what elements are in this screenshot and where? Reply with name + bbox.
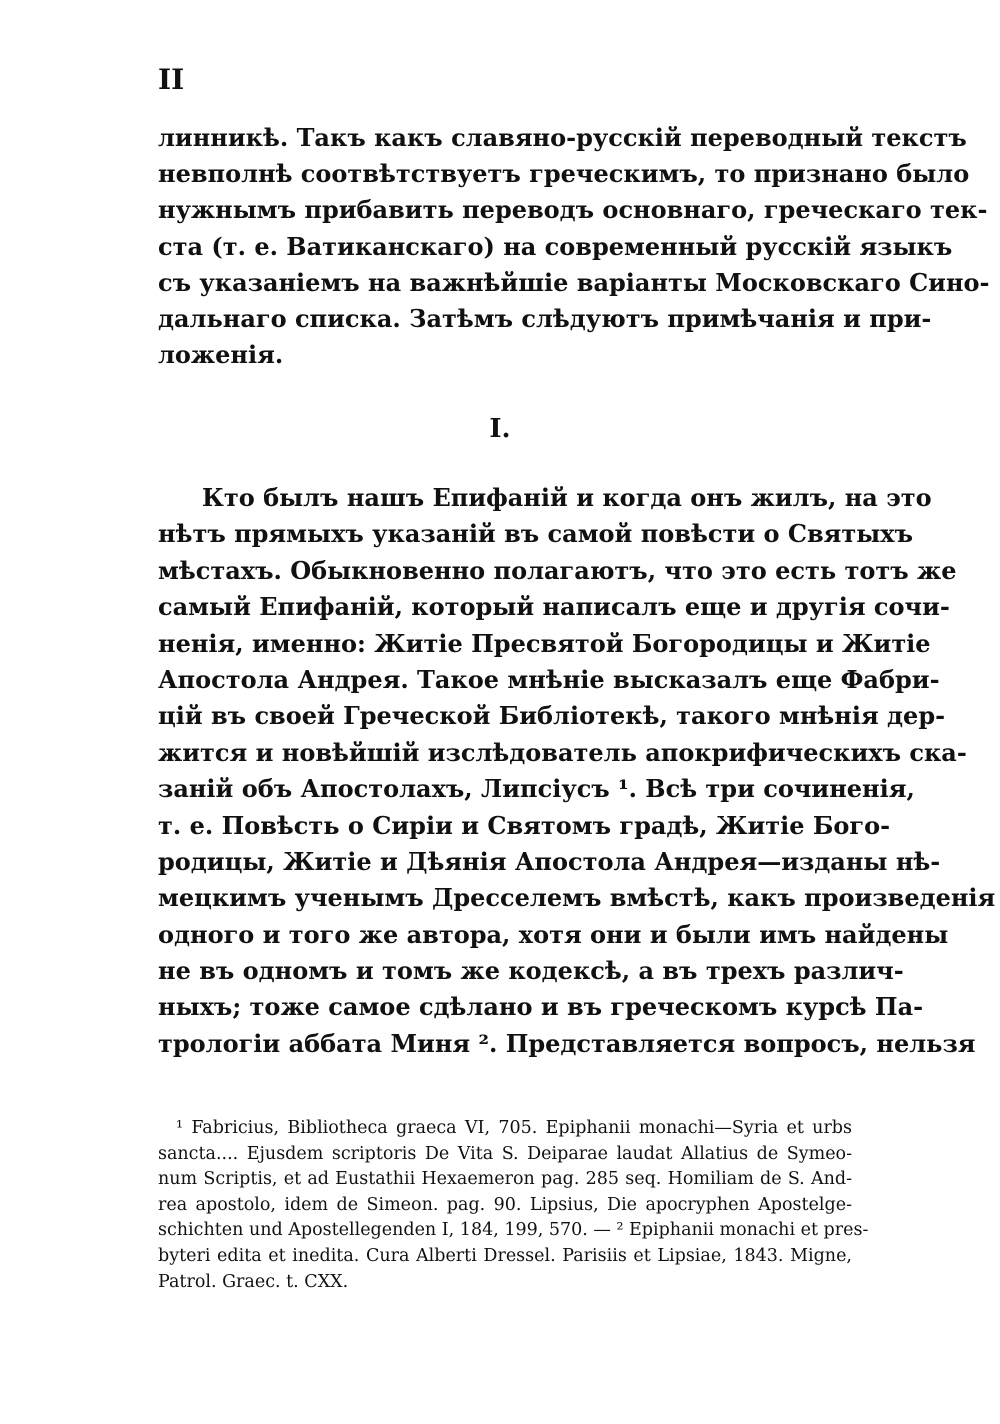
text-line: ложенія. [158, 340, 284, 370]
footnote-line: num Scriptis, et ad Eustathii Hexaemeron pag. 285 seq. Homiliam de S. And- [158, 1169, 852, 1190]
section-heading: I. [489, 414, 511, 444]
text-line: цій въ своей Греческой Библіотекѣ, такого мнѣнія дер- [158, 701, 946, 731]
footnote-line: ¹ Fabricius, Bibliotheca graeca VI, 705. Epiphanii monachi—Syria et urbs [176, 1118, 852, 1138]
text-line: невполнѣ соотвѣтствуетъ греческимъ, то признано было [158, 159, 970, 189]
text-line: съ указаніемъ на важнѣйшіе варіанты Московскаго Сино- [158, 267, 990, 297]
footnote-line: schichten und Apostellegenden I, 184, 199, 570. — ² Epiphanii monachi et pres- [158, 1220, 869, 1241]
page-number: II [158, 63, 185, 96]
text-line: нѣтъ прямыхъ указаній въ самой повѣсти о Святыхъ [158, 519, 913, 549]
text-line: нужнымъ прибавить переводъ основнаго, греческаго тек- [158, 195, 988, 225]
text-line: т. е. Повѣсть о Сиріи и Святомъ градѣ, Житіе Бого- [158, 810, 891, 840]
text-line: самый Епифаній, который написалъ еще и другія сочи- [158, 592, 950, 622]
footnote-line: Patrol. Graec. t. CXX. [158, 1271, 349, 1292]
text-line: ныхъ; тоже самое сдѣлано и въ греческомъ курсѣ Па- [158, 992, 924, 1022]
text-line: мецкимъ ученымъ Дресселемъ вмѣстѣ, какъ произведенія [158, 883, 996, 913]
text-line: жится и новѣйшій изслѣдователь апокрифическихъ ска- [158, 737, 967, 767]
text-line: ста (т. е. Ватиканскаго) на современный русскій языкъ [158, 231, 953, 261]
text-line: линникѣ. Такъ какъ славяно-русскій переводный текстъ [158, 123, 967, 152]
footnote-line: sancta.... Ejusdem scriptoris De Vita S. Deiparae laudat Allatius de Symeo- [158, 1143, 852, 1164]
text-line: дальнаго списка. Затѣмъ слѣдуютъ примѣчанія и при- [158, 303, 932, 333]
text-line: Апостола Андрея. Такое мнѣніе высказалъ еще Фабри- [158, 664, 940, 694]
text-line: одного и того же автора, хотя они и были имъ найдены [158, 919, 949, 949]
footnote-line: byteri edita et inedita. Cura Alberti Dressel. Parisiis et Lipsiae, 1843. Migne, [158, 1245, 852, 1266]
footnote-line: rea apostolo, idem de Simeon. pag. 90. Lipsius, Die apocryphen Apostelge- [158, 1194, 852, 1215]
text-line: ненія, именно: Житіе Пресвятой Богородицы и Житіе [158, 628, 931, 658]
text-line: заній объ Апостолахъ, Липсіусъ ¹. Всѣ три сочиненія, [158, 774, 915, 804]
text-line: мѣстахъ. Обыкновенно полагаютъ, что это есть тотъ же [158, 555, 957, 585]
text-line: не въ одномъ и томъ же кодексѣ, а въ трехъ различ- [158, 956, 904, 986]
text-line: трологіи аббата Миня ². Представляется вопросъ, нельзя [158, 1028, 976, 1058]
main-paragraph [158, 480, 996, 1062]
intro-paragraph [158, 120, 990, 373]
text-line: Кто былъ нашъ Епифаній и когда онъ жилъ, на это [202, 483, 932, 512]
footnotes [158, 1116, 869, 1295]
text-line: родицы, Житіе и Дѣянія Апостола Андрея—изданы нѣ- [158, 846, 941, 876]
